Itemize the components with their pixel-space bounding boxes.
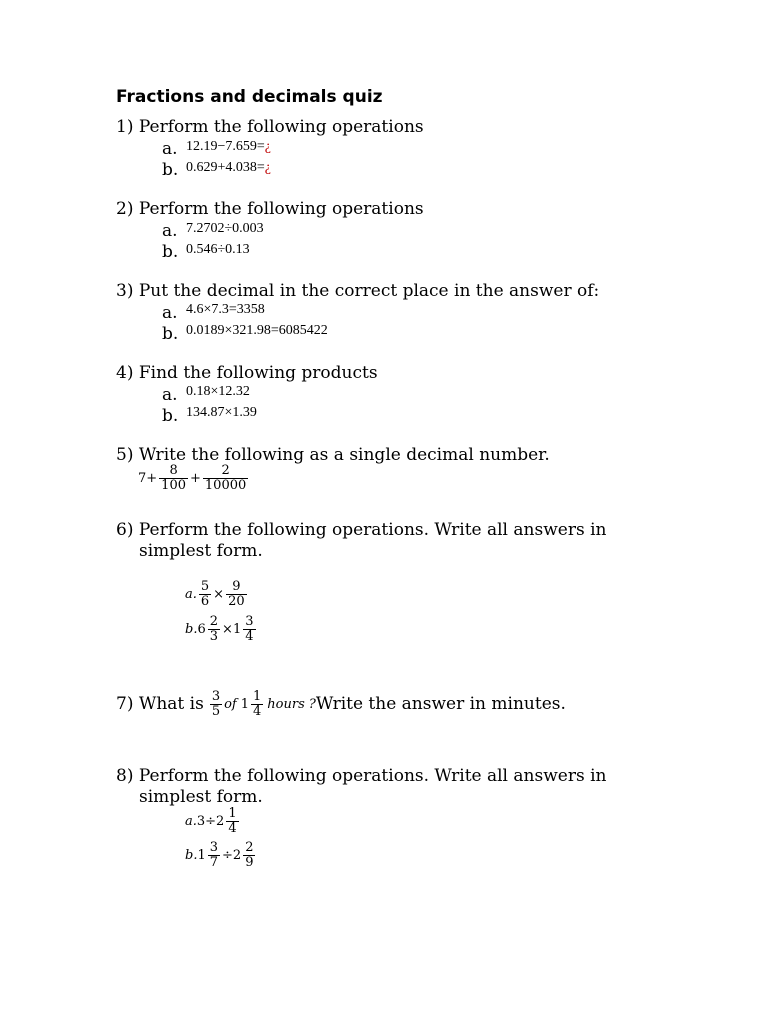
q1-a-expression — [186, 139, 271, 155]
q2-b-label: b. — [162, 242, 179, 262]
q7-of: of — [224, 696, 237, 712]
q1-a-expr-text: 12.19−7.659= — [186, 139, 265, 154]
q3-b-expression: 0.0189×321.98=6085422 — [186, 323, 328, 338]
q7-f1-numerator: 3 — [211, 689, 221, 704]
q4-a-expression: 0.18×12.32 — [186, 384, 250, 399]
q7-f2-numerator: 1 — [253, 689, 262, 704]
q6-a-fraction-2 — [226, 580, 247, 608]
q6-a-prefix: a. — [185, 586, 197, 602]
question-8-line-2: simplest form. — [139, 787, 263, 807]
page-title: Fractions and decimals quiz — [116, 87, 383, 107]
question-7 — [116, 690, 566, 718]
q3-b-label: b. — [162, 324, 179, 344]
q5-fraction-1 — [159, 464, 188, 492]
q6-b-whole-1: 6 — [197, 621, 206, 637]
q4-a-label: a. — [162, 385, 178, 405]
q8-b-operator: ÷2 — [222, 847, 242, 863]
q6-b-f2-numerator: 3 — [245, 614, 254, 629]
q5-f1-denominator: 100 — [161, 477, 186, 493]
q8-b-f1-numerator: 3 — [209, 840, 219, 855]
q6-b-f2-denominator: 4 — [245, 628, 254, 644]
q8-b-f2-numerator: 2 — [245, 840, 254, 855]
q6-a-operator: × — [213, 586, 225, 602]
q8-a-lead: 3÷2 — [196, 813, 225, 829]
q2-b-expression: 0.546÷0.13 — [186, 242, 250, 257]
question-1-text: 1) Perform the following operations — [116, 117, 424, 137]
q8-b-whole-1: 1 — [197, 847, 206, 863]
q2-a-expression: 7.2702÷0.003 — [186, 221, 264, 236]
q5-f1-numerator: 8 — [169, 463, 178, 478]
question-6-line-2: simplest form. — [139, 541, 263, 561]
q5-expression — [138, 464, 250, 492]
q5-fraction-2 — [203, 464, 248, 492]
q5-f2-numerator: 2 — [221, 463, 230, 478]
q5-plus: + — [190, 470, 201, 486]
q7-fraction-1 — [210, 690, 222, 718]
q6-b-whole-2: 1 — [232, 621, 242, 637]
q8-b-fraction-1 — [208, 841, 220, 869]
q1-b-placeholder-mark: ¿ — [264, 160, 272, 175]
q6-a-expression — [185, 580, 249, 608]
question-3-text: 3) Put the decimal in the correct place in the answer of: — [116, 281, 600, 301]
q6-b-prefix: b. — [185, 621, 198, 637]
q3-a-expression: 4.6×7.3=3358 — [186, 302, 265, 317]
q6-b-f1-numerator: 2 — [209, 614, 219, 629]
q6-a-f1-denominator: 6 — [200, 593, 210, 609]
q8-a-expression — [185, 807, 241, 835]
q7-whole: 1 — [240, 696, 250, 712]
q5-lead: 7+ — [138, 470, 158, 486]
q1-b-label: b. — [162, 160, 179, 180]
q6-a-f1-numerator: 5 — [200, 579, 210, 594]
question-8-line-1: 8) Perform the following operations. Write all answers in — [116, 766, 607, 786]
q2-a-label: a. — [162, 221, 178, 241]
q6-a-f2-numerator: 9 — [232, 579, 241, 594]
q8-b-prefix: b. — [185, 847, 198, 863]
q8-b-f2-denominator: 9 — [245, 854, 254, 870]
q7-pre-text: 7) What is — [116, 694, 204, 715]
q6-a-fraction-1 — [199, 580, 211, 608]
q1-a-label: a. — [162, 139, 178, 159]
q6-b-fraction-2 — [243, 615, 255, 643]
question-5-text: 5) Write the following as a single decimal number. — [116, 445, 550, 465]
q7-hours: hours ? — [267, 696, 316, 712]
q8-a-prefix: a. — [185, 813, 197, 829]
question-4-text: 4) Find the following products — [116, 363, 378, 383]
q8-a-denominator: 4 — [228, 820, 237, 836]
q8-b-fraction-2 — [243, 841, 255, 869]
q1-b-expression — [186, 160, 271, 176]
q8-a-fraction — [226, 807, 238, 835]
q1-b-expr-text: 0.629+4.038= — [186, 160, 265, 175]
q4-b-label: b. — [162, 406, 179, 426]
q7-fraction-2 — [251, 690, 263, 718]
q1-a-placeholder-mark: ¿ — [264, 139, 272, 154]
question-2-text: 2) Perform the following operations — [116, 199, 424, 219]
question-6-line-1: 6) Perform the following operations. Write all answers in — [116, 520, 607, 540]
q6-b-operator: × — [222, 621, 233, 637]
q6-b-f1-denominator: 3 — [209, 628, 219, 644]
q6-b-fraction-1 — [208, 615, 220, 643]
q7-f2-denominator: 4 — [253, 703, 262, 719]
q3-a-label: a. — [162, 303, 178, 323]
q8-a-numerator: 1 — [228, 806, 237, 821]
q4-b-expression: 134.87×1.39 — [186, 405, 257, 420]
q6-a-f2-denominator: 20 — [228, 593, 245, 609]
q7-f1-denominator: 5 — [211, 703, 221, 719]
q6-b-expression — [185, 615, 258, 643]
q7-post-text: Write the answer in minutes. — [315, 694, 566, 715]
q8-b-f1-denominator: 7 — [209, 854, 219, 870]
q5-f2-denominator: 10000 — [204, 477, 247, 493]
q8-b-expression — [185, 841, 257, 869]
